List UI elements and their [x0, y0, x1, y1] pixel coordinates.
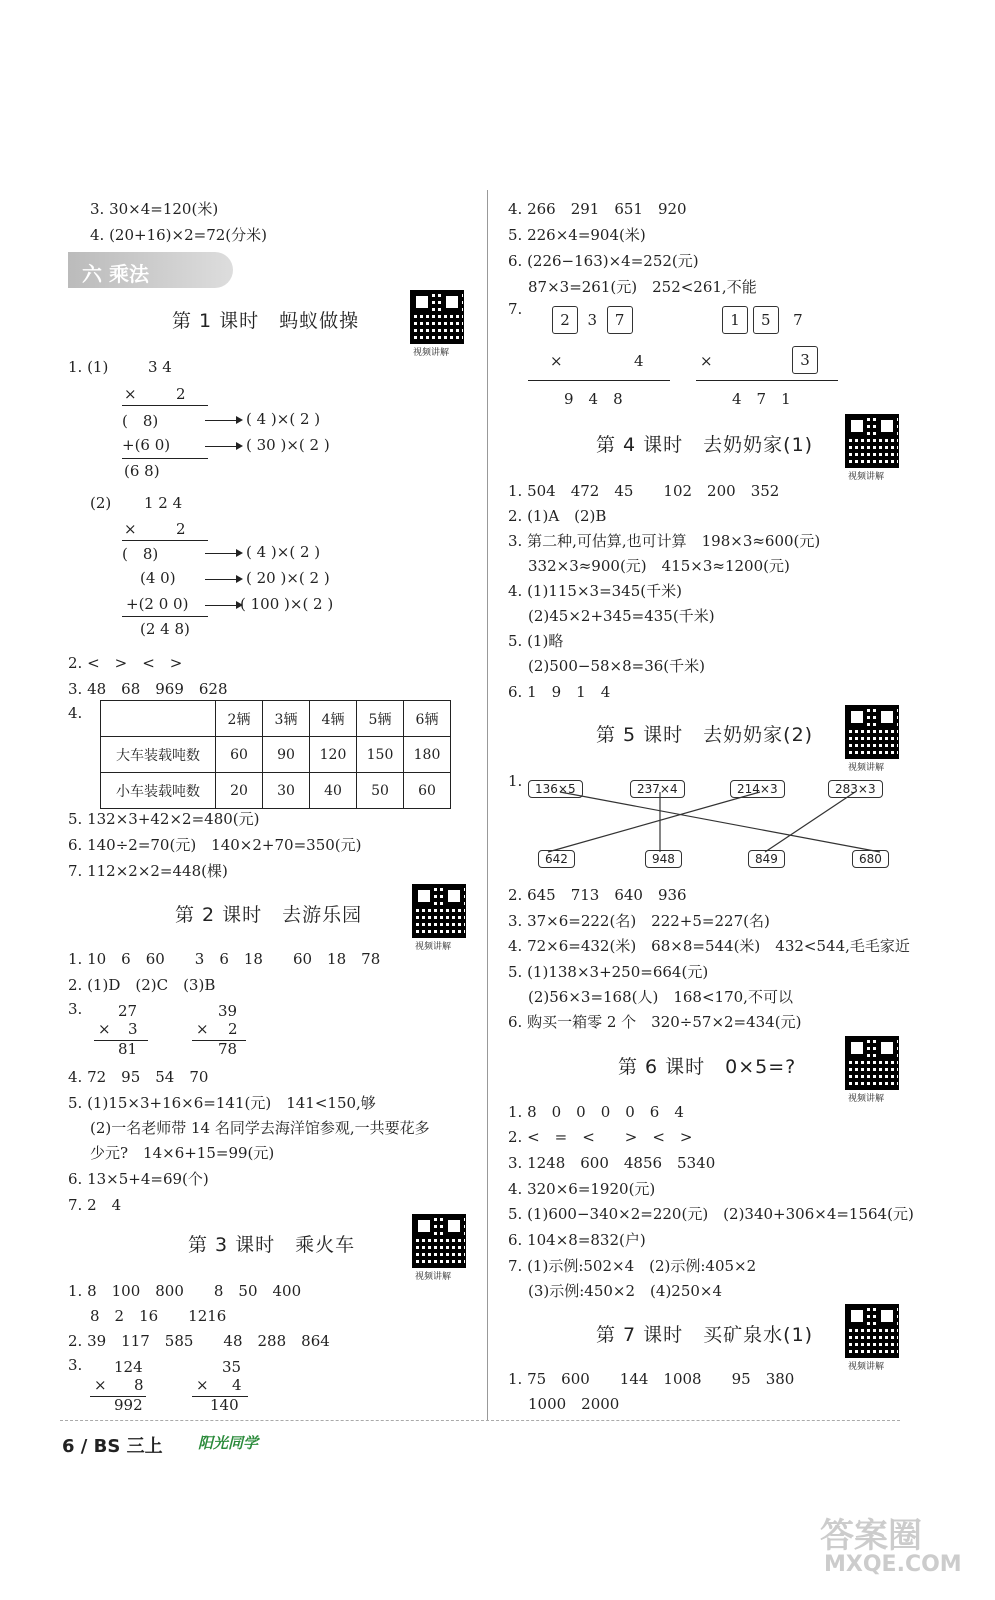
l2-q5b: (2)一名老师带 14 名同学去海洋馆参观,一共要花多	[90, 1119, 430, 1137]
l4-line: 4. (1)115×3=345(千米)	[508, 582, 682, 600]
qr-label: 视频讲解	[848, 1094, 885, 1104]
l2-q7: 7. 2 4	[68, 1196, 122, 1214]
l1-v1-top: 3 4	[148, 358, 172, 376]
l4-line: 332×3≈900(元) 415×3≈1200(元)	[528, 557, 790, 575]
right-answer-6: 6. (226−163)×4=252(元)	[508, 252, 699, 270]
result-card: 642	[538, 850, 575, 868]
l2-q4: 4. 72 95 54 70	[68, 1068, 209, 1086]
l5-line: 2. 645 713 640 936	[508, 886, 687, 904]
l1-v2-r4: (2 4 8)	[140, 620, 190, 638]
l4-line: 5. (1)略	[508, 632, 564, 650]
expr-card: 214×3	[730, 780, 785, 798]
l3-v2-top: 35	[222, 1358, 242, 1376]
l1-q4-label: 4.	[68, 704, 83, 722]
l1-q1-label: 1. (1)	[68, 358, 109, 376]
l2-q5c: 少元? 14×6+15=99(元)	[90, 1144, 275, 1162]
l6-line: 4. 320×6=1920(元)	[508, 1180, 656, 1198]
qr-label: 视频讲解	[848, 472, 885, 482]
l3-q3-label: 3.	[68, 1356, 83, 1374]
l5-line: 5. (1)138×3+250=664(元)	[508, 963, 709, 981]
l3-q1b: 8 2 16 1216	[90, 1307, 227, 1325]
table-cell: 大车装载吨数	[101, 737, 216, 773]
l3-q2: 2. 39 117 585 48 288 864	[68, 1332, 330, 1350]
l1-v1-r3: (6 8)	[124, 462, 160, 480]
result-card: 849	[748, 850, 785, 868]
l1-v2-e3: ( 100 )×( 2 )	[240, 595, 334, 613]
qr-label: 视频讲解	[848, 763, 885, 773]
l6-line: 5. (1)600−340×2=220(元) (2)340+306×4=1564(元)	[508, 1205, 914, 1223]
l5-q1-label: 1.	[508, 772, 523, 790]
expr-card: 237×4	[630, 780, 685, 798]
table-cell: 60	[404, 773, 451, 809]
puzzle2-res: 4 7 1	[732, 390, 791, 408]
l1-q3: 3. 48 68 969 628	[68, 680, 228, 698]
l6-line: 3. 1248 600 4856 5340	[508, 1154, 716, 1172]
l4-line: 3. 第二种,可估算,也可计算 198×3≈600(元)	[508, 532, 821, 550]
l1-q1b-label: (2)	[90, 494, 112, 512]
l3-v1-res: 992	[114, 1396, 143, 1414]
l1-v1-r2: +(6 0)	[122, 436, 171, 454]
table-cell: 60	[216, 737, 263, 773]
table-cell: 小车装载吨数	[101, 773, 216, 809]
watermark: 答案圈	[820, 1516, 922, 1556]
lesson4-title: 第 4 课时 去奶奶家(1)	[596, 434, 814, 456]
l2-v1-top: 27	[118, 1002, 138, 1020]
l3-v2-mul: 4	[232, 1376, 242, 1394]
l3-v1-mul: 8	[134, 1376, 144, 1394]
l2-q3-label: 3.	[68, 1000, 83, 1018]
l1-v2-r3: +(2 0 0)	[126, 595, 189, 613]
lesson2-title: 第 2 课时 去游乐园	[175, 904, 363, 926]
r-q7-label: 7.	[508, 300, 523, 318]
table-cell: 3辆	[263, 701, 310, 737]
l2-v2-res: 78	[218, 1040, 238, 1058]
l1-q7: 7. 112×2×2=448(棵)	[68, 862, 228, 880]
l2-q5a: 5. (1)15×3+16×6=141(元) 141<150,够	[68, 1094, 376, 1112]
result-card: 680	[852, 850, 889, 868]
table-cell: 180	[404, 737, 451, 773]
page-number: 6 / BS 三上	[62, 1436, 163, 1457]
qr-label: 视频讲解	[413, 348, 450, 358]
l4-line: 6. 1 9 1 4	[508, 683, 611, 701]
l6-line: (3)示例:450×2 (4)250×4	[528, 1282, 723, 1300]
qr-label: 视频讲解	[415, 1272, 452, 1282]
l2-v2-top: 39	[218, 1002, 238, 1020]
brand-logo: 阳光同学	[198, 1434, 259, 1452]
l4-line: (2)45×2+345=435(千米)	[528, 607, 715, 625]
puzzle1-res: 9 4 8	[564, 390, 623, 408]
result-card: 948	[645, 850, 682, 868]
puzzle2-mul: 3	[792, 346, 818, 374]
left-answer-3: 3. 30×4=120(米)	[90, 200, 219, 218]
watermark-site: MXQE.COM	[824, 1552, 962, 1577]
lesson7-title: 第 7 课时 买矿泉水(1)	[596, 1324, 814, 1346]
table-cell: 120	[310, 737, 357, 773]
l7-line: 1. 75 600 144 1008 95 380	[508, 1370, 795, 1388]
l1-q5: 5. 132×3+42×2=480(元)	[68, 810, 260, 828]
table-cell: 40	[310, 773, 357, 809]
table-cell: 5辆	[357, 701, 404, 737]
table-cell: 50	[357, 773, 404, 809]
qr-code-icon[interactable]	[845, 1036, 899, 1090]
l1-v2-mul: 2	[176, 520, 186, 538]
expr-card: 136×5	[528, 780, 583, 798]
l4-line: 2. (1)A (2)B	[508, 507, 607, 525]
l2-q1: 1. 10 6 60 3 6 18 60 18 78	[68, 950, 381, 968]
l1-v2-r1: ( 8)	[122, 545, 159, 563]
times-sign: ×	[124, 520, 137, 538]
l1-q6: 6. 140÷2=70(元) 140×2+70=350(元)	[68, 836, 362, 854]
expr-card: 283×3	[828, 780, 883, 798]
table-cell: 20	[216, 773, 263, 809]
l2-v1-res: 81	[118, 1040, 138, 1058]
right-answer-5: 5. 226×4=904(米)	[508, 226, 646, 244]
l5-line: 3. 37×6=222(名) 222+5=227(名)	[508, 912, 770, 930]
l4-line: (2)500−58×8=36(千米)	[528, 657, 706, 675]
l6-line: 1. 8 0 0 0 0 6 4	[508, 1103, 684, 1121]
qr-label: 视频讲解	[848, 1362, 885, 1372]
lesson3-title: 第 3 课时 乘火车	[188, 1234, 356, 1256]
l1-v1-e1: ( 4 )×( 2 )	[246, 410, 321, 428]
l1-v2-top: 1 2 4	[144, 494, 183, 512]
l1-v1-mul: 2	[176, 385, 186, 403]
lesson5-title: 第 5 课时 去奶奶家(2)	[596, 724, 814, 746]
table-cell: 4辆	[310, 701, 357, 737]
l3-q1a: 1. 8 100 800 8 50 400	[68, 1282, 302, 1300]
l1-v1-r1: ( 8)	[122, 412, 159, 430]
unit-title: 六 乘法	[82, 262, 149, 286]
puzzle1: 2 3 7	[552, 306, 633, 334]
qr-label: 视频讲解	[415, 942, 452, 952]
table-cell: 6辆	[404, 701, 451, 737]
l5-line: (2)56×3=168(人) 168<170,不可以	[528, 988, 793, 1006]
l7-line: 1000 2000	[528, 1395, 620, 1413]
qr-code-icon[interactable]	[845, 1304, 899, 1358]
lesson1-title: 第 1 课时 蚂蚁做操	[172, 310, 360, 332]
l1-q2: 2. < > < >	[68, 654, 183, 672]
l6-line: 6. 104×8=832(户)	[508, 1231, 646, 1249]
right-answer-4: 4. 266 291 651 920	[508, 200, 687, 218]
l2-v1-mul: 3	[128, 1020, 138, 1038]
l1-v1-e2: ( 30 )×( 2 )	[246, 436, 330, 454]
lesson6-title: 第 6 课时 0×5=?	[618, 1056, 797, 1078]
l2-v2-mul: 2	[228, 1020, 238, 1038]
puzzle2: 1 5 7	[722, 306, 803, 334]
puzzle1-mul: 4	[634, 352, 644, 370]
l6-line: 2. < = < > < >	[508, 1128, 693, 1146]
table-cell: 30	[263, 773, 310, 809]
l1-v2-r2: (4 0)	[140, 569, 176, 587]
table-cell: 150	[357, 737, 404, 773]
l1-v2-e1: ( 4 )×( 2 )	[246, 543, 321, 561]
l2-q2: 2. (1)D (2)C (3)B	[68, 976, 216, 994]
l5-line: 6. 购买一箱零 2 个 320÷57×2=434(元)	[508, 1013, 802, 1031]
table-cell: 90	[263, 737, 310, 773]
l3-v2-res: 140	[210, 1396, 239, 1414]
l2-q6: 6. 13×5+4=69(个)	[68, 1170, 209, 1188]
right-answer-6b: 87×3=261(元) 252<261,不能	[528, 278, 757, 296]
left-answer-4: 4. (20+16)×2=72(分米)	[90, 226, 267, 244]
l6-line: 7. (1)示例:502×4 (2)示例:405×2	[508, 1257, 757, 1275]
table-cell: 2辆	[216, 701, 263, 737]
l5-line: 4. 72×6=432(米) 68×8=544(米) 432<544,毛毛家近	[508, 937, 910, 955]
l3-v1-top: 124	[114, 1358, 143, 1376]
l4-line: 1. 504 472 45 102 200 352	[508, 482, 780, 500]
footer-rule	[60, 1420, 900, 1421]
times-sign: ×	[124, 385, 137, 403]
l1-v2-e2: ( 20 )×( 2 )	[246, 569, 330, 587]
